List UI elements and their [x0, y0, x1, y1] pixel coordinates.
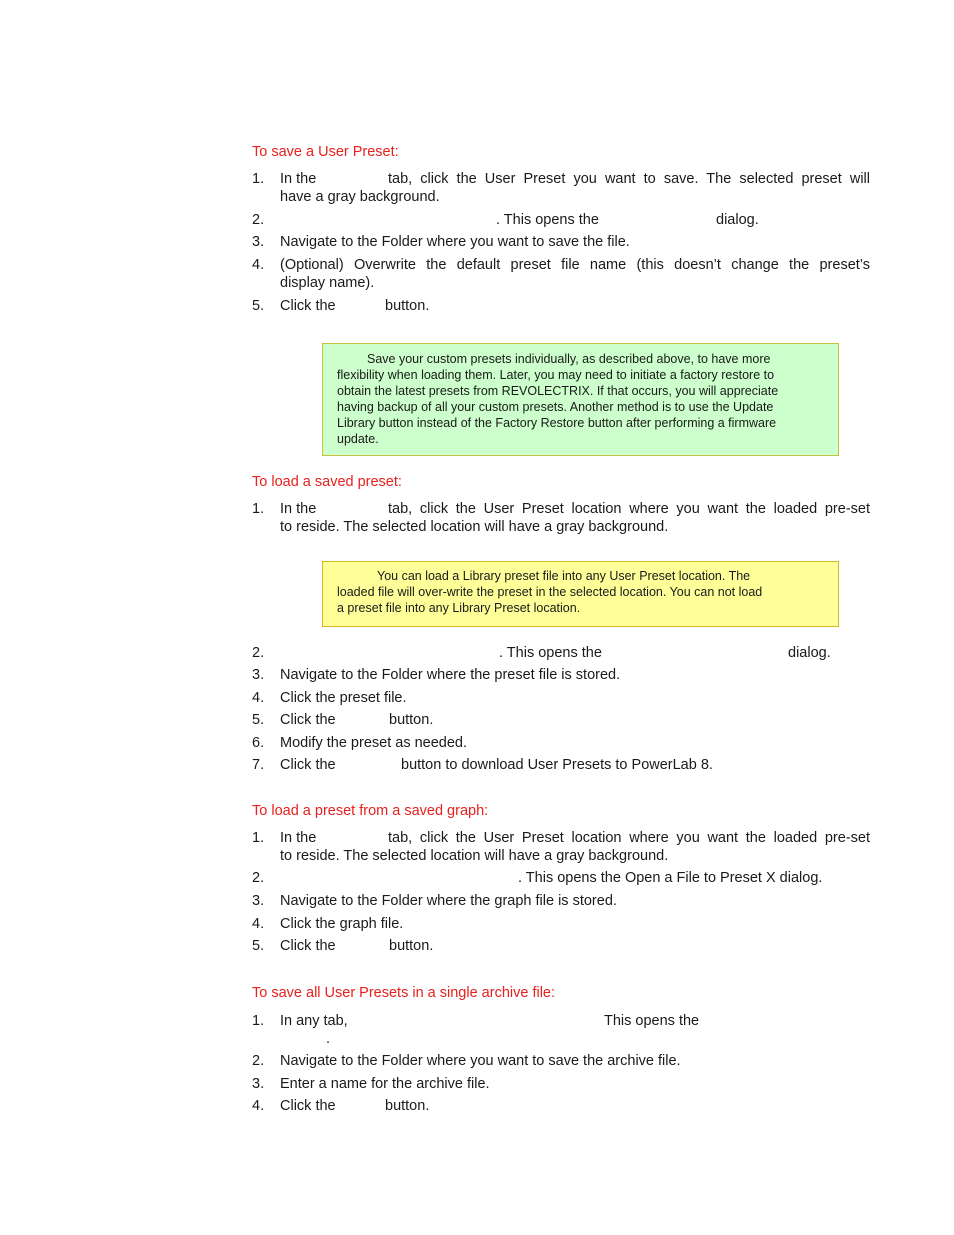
step-number: 4. — [252, 1098, 265, 1114]
step-number: 6. — [252, 735, 265, 751]
step-text: Click the — [280, 712, 336, 728]
step-number: 4. — [252, 690, 265, 706]
step-text-continued: to reside. The selected location will have a gray background. — [280, 519, 669, 535]
step-text: button. — [389, 938, 434, 954]
step-text: dialog. — [716, 212, 759, 228]
step-number: 1. — [252, 1013, 265, 1029]
step-number: 3. — [252, 667, 265, 683]
step-number: 1. — [252, 501, 265, 517]
step-text: Navigate to the Folder where the graph file is stored. — [280, 893, 617, 909]
note-line: obtain the latest presets from REVOLECTRIX. If that occurs, you will appreciate — [337, 384, 779, 398]
info-note — [322, 561, 839, 627]
step-text: Navigate to the Folder where you want to save the file. — [280, 234, 630, 250]
step-number: 1. — [252, 830, 265, 846]
step-number: 3. — [252, 234, 265, 250]
step-text: (Optional) Overwrite the default preset file name (this doesn’t change the preset’s — [280, 257, 870, 273]
step-text: Click the — [280, 1098, 336, 1114]
step-text: Click the — [280, 298, 336, 314]
step-text: Click the preset file. — [280, 690, 407, 706]
step-number: 2. — [252, 645, 265, 661]
step-text-continued: . — [326, 1031, 331, 1047]
step-text: Click the — [280, 938, 336, 954]
step-text: In the — [280, 171, 317, 187]
section-heading: To save a User Preset: — [252, 144, 399, 160]
step-text: button. — [385, 1098, 430, 1114]
step-number: 3. — [252, 1076, 265, 1092]
step-text: Enter a name for the archive file. — [280, 1076, 490, 1092]
step-number: 5. — [252, 938, 265, 954]
step-text: In the — [280, 830, 317, 846]
step-text: . This opens the — [496, 212, 599, 228]
step-text-continued: to reside. The selected location will have a gray background. — [280, 848, 669, 864]
step-text: button. — [389, 712, 434, 728]
step-number: 2. — [252, 1053, 265, 1069]
note-line: having backup of all your custom presets. Another method is to use the Update — [337, 400, 774, 414]
note-line: loaded file will over-write the preset in the selected location. You can not load — [337, 585, 763, 599]
step-text: tab, click the User Preset location where you want the loaded pre-set — [388, 830, 870, 846]
step-text: tab, click the User Preset you want to save. The selected preset will — [388, 171, 870, 187]
section-heading: To load a saved preset: — [252, 474, 402, 490]
step-number: 5. — [252, 712, 265, 728]
section-heading: To save all User Presets in a single archive file: — [252, 985, 556, 1001]
step-number: 5. — [252, 298, 265, 314]
note-line: Library button instead of the Factory Restore button after performing a firmware — [337, 416, 777, 430]
section-heading: To load a preset from a saved graph: — [252, 803, 489, 819]
step-number: 2. — [252, 870, 265, 886]
note-line: Save your custom presets individually, as described above, to have more — [367, 352, 771, 366]
step-text: Click the — [280, 757, 336, 773]
step-text: In any tab, — [280, 1013, 348, 1029]
step-text: Click the graph file. — [280, 916, 404, 932]
step-number: 2. — [252, 212, 265, 228]
note-line: update. — [337, 432, 379, 446]
step-number: 7. — [252, 757, 265, 773]
step-text: button to download User Presets to PowerLab 8. — [401, 757, 713, 773]
step-text: . This opens the Open a File to Preset X dialog. — [518, 870, 823, 886]
note-line: flexibility when loading them. Later, you may need to initiate a factory restore to — [337, 368, 775, 382]
step-text: dialog. — [788, 645, 831, 661]
tip-note — [322, 343, 839, 456]
note-line: a preset file into any Library Preset location. — [337, 601, 581, 615]
step-number: 4. — [252, 916, 265, 932]
step-text: tab, click the User Preset location where you want the loaded pre-set — [388, 501, 870, 517]
step-text: Navigate to the Folder where the preset file is stored. — [280, 667, 621, 683]
step-number: 1. — [252, 171, 265, 187]
step-text-continued: display name). — [280, 275, 375, 291]
step-text: Modify the preset as needed. — [280, 735, 468, 751]
step-number: 4. — [252, 257, 265, 273]
step-text-continued: have a gray background. — [280, 189, 440, 205]
step-text: This opens the — [604, 1013, 700, 1029]
note-line: You can load a Library preset file into any User Preset location. The — [377, 569, 751, 583]
step-text: . This opens the — [499, 645, 602, 661]
step-text: button. — [385, 298, 430, 314]
step-text: Navigate to the Folder where you want to save the archive file. — [280, 1053, 681, 1069]
step-number: 3. — [252, 893, 265, 909]
step-text: In the — [280, 501, 317, 517]
